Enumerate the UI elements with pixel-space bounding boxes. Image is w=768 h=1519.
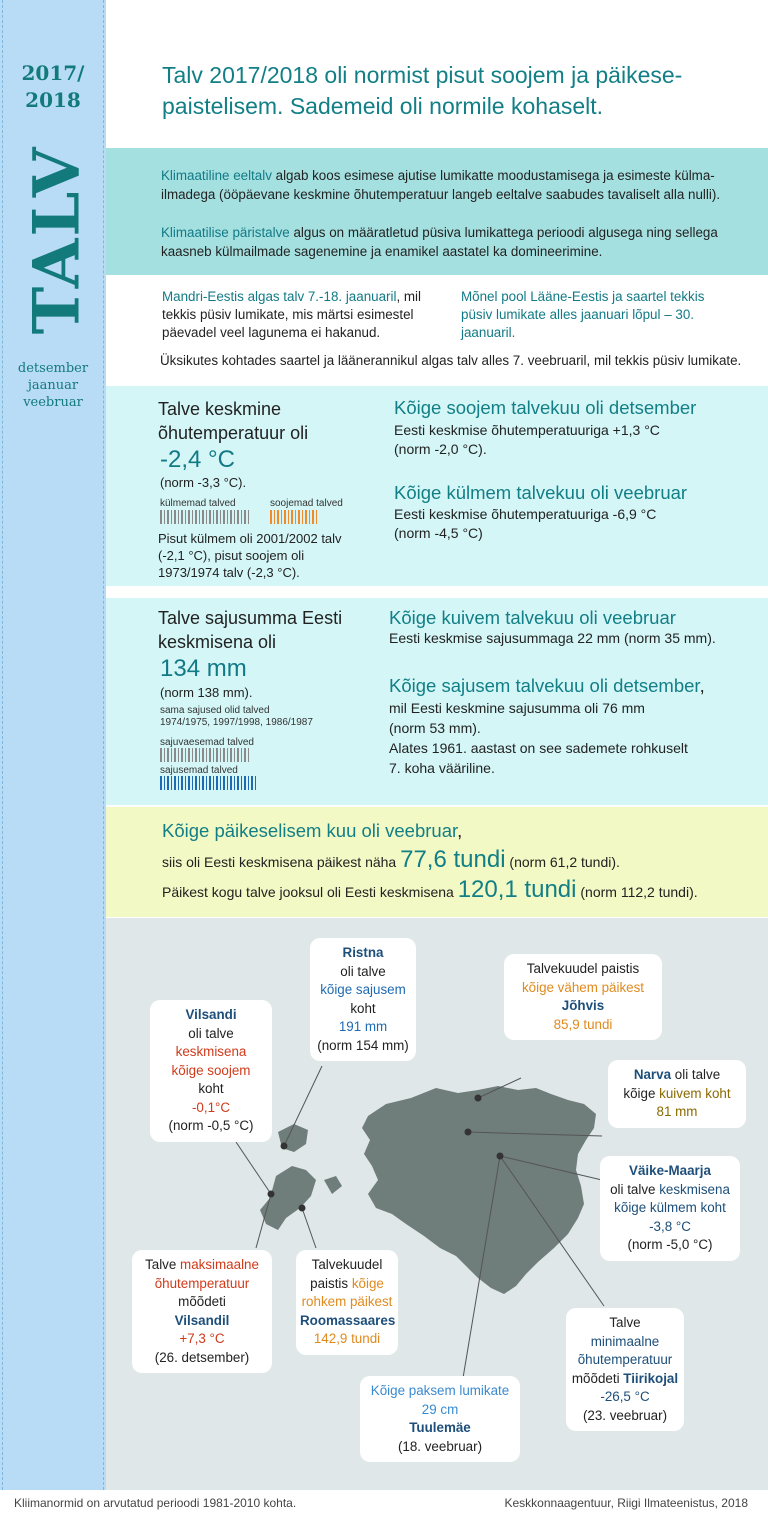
driest-month-text: Eesti keskmise sajusummaga 22 mm (norm 35 mm). xyxy=(389,630,716,646)
winter-tally-bar xyxy=(230,748,232,762)
winter-tally-bar xyxy=(164,776,166,790)
winter-tally-bar xyxy=(171,748,173,762)
winter-tally-bar xyxy=(241,510,243,524)
winter-tally-bar xyxy=(248,748,250,762)
year-line1: 2017/ xyxy=(21,61,85,85)
winter-tally-bar xyxy=(164,748,166,762)
winter-tally-bar xyxy=(178,510,180,524)
estonia-map-panel xyxy=(106,918,768,1490)
winter-tally-bar xyxy=(244,510,246,524)
winter-tally-bar xyxy=(202,510,204,524)
warmer-winters-bars xyxy=(270,510,330,524)
winter-tally-bar xyxy=(234,748,236,762)
winter-tally-bar xyxy=(241,748,243,762)
warmer-label: soojemad talved xyxy=(270,498,343,509)
temp-value: -2,4 °C xyxy=(160,446,235,473)
winter-tally-bar xyxy=(199,510,201,524)
winter-tally-bar xyxy=(192,510,194,524)
sunshine-band xyxy=(106,807,768,917)
pre-winter-definition: Klimaatiline eeltalv algab koos esimese ajutise lumikatte moodustamisega ja esimeste külma-ilmadega (ööpäevane keskmine õhutemperatuur langeb eeltalve saabudes tavaliselt alla nulli). xyxy=(161,168,721,202)
winter-tally-bar xyxy=(291,510,293,524)
winter-tally-bar xyxy=(192,776,194,790)
winter-tally-bar xyxy=(220,748,222,762)
precipitation-band xyxy=(106,598,768,805)
winter-tally-bar xyxy=(160,510,162,524)
winter-tally-bar xyxy=(167,748,169,762)
winter-tally-bar xyxy=(309,510,311,524)
winter-tally-bar xyxy=(192,748,194,762)
winter-tally-bar xyxy=(195,510,197,524)
winter-tally-bar xyxy=(171,510,173,524)
winter-tally-bar xyxy=(223,748,225,762)
winter-tally-bar xyxy=(178,776,180,790)
winter-tally-bar xyxy=(216,748,218,762)
card-roomassaare: Talvekuudel paistis kõige rohkem päikest Roomassaares 142,9 tundi xyxy=(296,1250,398,1355)
winter-tally-bar xyxy=(202,748,204,762)
footer-note: Kliimanormid on arvutatud perioodi 1981-2010 kohta. xyxy=(14,1496,297,1510)
winter-tally-bar xyxy=(160,776,162,790)
temp-heading: Talve keskmine õhutemperatuur oli xyxy=(158,399,309,443)
winter-tally-bar xyxy=(185,510,187,524)
winter-tally-bar xyxy=(302,510,304,524)
card-narva: Narva oli talve kõige kuivem koht 81 mm xyxy=(608,1060,746,1128)
card-tiirikoja: Talve minimaalne õhutemperatuur mõõdeti Tiirikojal -26,5 °C (23. veebruar) xyxy=(566,1308,684,1431)
saaremaa-shape xyxy=(260,1166,316,1230)
winter-tally-bar xyxy=(171,776,173,790)
winter-tally-bar xyxy=(316,510,318,524)
onset-band xyxy=(106,275,768,385)
less-precip-winters-bars xyxy=(160,748,250,762)
winter-tally-bar xyxy=(295,510,297,524)
winter-tally-bar xyxy=(227,776,229,790)
sunshine-line2: Päikest kogu talve jooksul oli Eesti keskmisena 120,1 tundi (norm 112,2 tundi). xyxy=(162,876,698,903)
winter-tally-bar xyxy=(209,510,211,524)
warmest-month-heading: Kõige soojem talvekuu oli detsember xyxy=(394,397,697,418)
winter-tally-bar xyxy=(223,776,225,790)
winter-tally-bar xyxy=(288,510,290,524)
driest-month-heading: Kõige kuivem talvekuu oli veebruar xyxy=(389,607,676,628)
winter-tally-bar xyxy=(199,748,201,762)
drier-label: sajusemad talved xyxy=(160,765,238,776)
winter-tally-bar xyxy=(234,510,236,524)
temp-norm: (norm -3,3 °C). xyxy=(160,475,247,490)
winter-tally-bar xyxy=(244,776,246,790)
footer xyxy=(0,1490,768,1519)
winter-tally-bar xyxy=(181,748,183,762)
colder-label: külmemad talved xyxy=(160,498,236,509)
winter-tally-bar xyxy=(230,510,232,524)
winter-tally-bar xyxy=(312,510,314,524)
muhu-shape xyxy=(324,1176,342,1194)
winter-tally-bar xyxy=(188,776,190,790)
winter-tally-bar xyxy=(206,510,208,524)
sunniest-month-heading: Kõige päikeselisem kuu oli veebruar, xyxy=(162,820,463,841)
winter-tally-bar xyxy=(206,776,208,790)
definitions-band xyxy=(106,148,768,275)
winter-tally-bar xyxy=(213,748,215,762)
winter-tally-bar xyxy=(213,776,215,790)
winter-tally-bar xyxy=(195,748,197,762)
winter-tally-bar xyxy=(227,748,229,762)
winter-tally-bar xyxy=(195,776,197,790)
winter-tally-bar xyxy=(188,748,190,762)
winter-tally-bar xyxy=(274,510,276,524)
winter-tally-bar xyxy=(281,510,283,524)
winter-tally-bar xyxy=(230,776,232,790)
winter-tally-bar xyxy=(277,510,279,524)
coldest-month-text: Eesti keskmise õhutemperatuuriga -6,9 °C (norm -4,5 °C) xyxy=(394,506,657,541)
card-johvis: Talvekuudel paistis kõige vähem päikest Jõhvis 85,9 tundi xyxy=(504,954,662,1040)
card-vaike-maarja: Väike-Maarja oli talve keskmisena kõige külmem koht -3,8 °C (norm -5,0 °C) xyxy=(600,1156,740,1261)
more-precip-winters-bars xyxy=(160,776,250,790)
winter-tally-bar xyxy=(160,748,162,762)
winter-tally-bar xyxy=(213,510,215,524)
islands-onset: Üksikutes kohtades saartel ja läänerannikul algas talv alles 7. veebruaril, mil tekkis püsiv lumikate. xyxy=(160,353,742,368)
winter-tally-bar xyxy=(298,510,300,524)
precip-value: 134 mm xyxy=(160,655,247,682)
winter-tally-bar xyxy=(237,776,239,790)
winter-tally-bar xyxy=(167,776,169,790)
winter-tally-bar xyxy=(185,748,187,762)
wettest-month-text: mil Eesti keskmine sajusumma oli 76 mm (norm 53 mm). Alates 1961. aastast on see sademete rohkuselt 7. koha vääriline. xyxy=(389,700,688,776)
winter-tally-bar xyxy=(174,510,176,524)
winter-tally-bar xyxy=(199,776,201,790)
month-3: veebruar xyxy=(23,395,83,410)
winter-tally-bar xyxy=(234,776,236,790)
real-winter-definition: Klimaatilise päristalve algus on määratletud püsiva lumikattega perioodi algusega ning sellega kaasneb külmailmade sagenemine ja enamikel aastatel ka domineerimine. xyxy=(161,225,718,259)
winter-tally-bar xyxy=(174,776,176,790)
winter-tally-bar xyxy=(181,776,183,790)
winter-tally-bar xyxy=(241,776,243,790)
winter-tally-bar xyxy=(248,776,250,790)
winter-tally-bar xyxy=(237,510,239,524)
season-title: TALV xyxy=(19,145,95,335)
mainland-onset: Mandri-Eestis algas talv 7.-18. jaanuaril, mil tekkis püsiv lumikate, mis märtsi esimestel päevadel veel lagunema ei hakanud. xyxy=(162,289,421,340)
winter-tally-bar xyxy=(216,776,218,790)
winter-tally-bar xyxy=(251,776,253,790)
wettest-month-heading: Kõige sajusem talvekuu oli detsember, xyxy=(389,675,705,696)
winter-tally-bar xyxy=(209,776,211,790)
winter-tally-bar xyxy=(284,510,286,524)
temperature-band xyxy=(106,386,768,586)
card-ristna: Ristna oli talve kõige sajusem koht 191 mm (norm 154 mm) xyxy=(310,938,416,1061)
winter-tally-bar xyxy=(206,748,208,762)
winter-tally-bar xyxy=(167,510,169,524)
footer-source: Keskkonnaagentuur, Riigi Ilmateenistus, 2018 xyxy=(504,1496,748,1510)
precip-norm: (norm 138 mm). xyxy=(160,685,253,700)
winter-tally-bar xyxy=(202,776,204,790)
precip-heading: Talve sajusumma Eesti keskmisena oli xyxy=(158,608,343,652)
coldest-month-heading: Kõige külmem talvekuu oli veebruar xyxy=(394,482,688,503)
winter-tally-bar xyxy=(248,510,250,524)
month-1: detsember xyxy=(17,361,89,376)
winter-tally-bar xyxy=(216,510,218,524)
winter-tally-bar xyxy=(220,510,222,524)
winter-tally-bar xyxy=(237,748,239,762)
winter-tally-bar xyxy=(223,510,225,524)
winter-tally-bar xyxy=(220,776,222,790)
winter-tally-bar xyxy=(185,776,187,790)
months-list xyxy=(0,360,106,411)
winter-tally-bar xyxy=(244,748,246,762)
wetter-label: sajuvaesemad talved xyxy=(160,737,254,748)
winter-tally-bar xyxy=(227,510,229,524)
winter-tally-bar xyxy=(270,510,272,524)
sunshine-line1: siis oli Eesti keskmisena päikest näha 77,6 tundi (norm 61,2 tundi). xyxy=(162,846,620,873)
month-2: jaanuar xyxy=(27,378,79,393)
card-tuulemae: Kõige paksem lumikate 29 cm Tuulemäe (18. veebruar) xyxy=(360,1376,520,1462)
winter-tally-bar xyxy=(178,748,180,762)
page-title: Talv 2017/2018 oli normist pisut soojem ja päikese- paistelisem. Sademeid oli normile kohaselt. xyxy=(162,62,683,119)
winter-tally-bar xyxy=(305,510,307,524)
card-vilsandi: Vilsandi oli talve keskmisena kõige soojem koht -0,1°C (norm -0,5 °C) xyxy=(150,1000,272,1142)
temp-note: Pisut külmem oli 2001/2002 talv (-2,1 °C), pisut soojem oli 1973/1974 talv (-2,3 °C). xyxy=(158,531,342,580)
year-line2: 2018 xyxy=(25,88,81,112)
warmest-month-text: Eesti keskmise õhutemperatuuriga +1,3 °C (norm -2,0 °C). xyxy=(394,422,660,457)
colder-winters-bars xyxy=(160,510,270,524)
winter-tally-bar xyxy=(255,776,257,790)
same-winters: sama sajused olid talved 1974/1975, 1997/1998, 1986/1987 xyxy=(160,705,313,728)
west-onset: Mõnel pool Lääne-Eestis ja saartel tekkis püsiv lumikate alles jaanuari lõpul – 30. jaanuaril. xyxy=(461,289,705,340)
winter-tally-bar xyxy=(164,510,166,524)
winter-tally-bar xyxy=(174,748,176,762)
card-max-temperature: Talve maksimaalne õhutemperatuur mõõdeti Vilsandil +7,3 °C (26. detsember) xyxy=(132,1250,272,1373)
winter-tally-bar xyxy=(209,748,211,762)
winter-tally-bar xyxy=(181,510,183,524)
winter-tally-bar xyxy=(188,510,190,524)
